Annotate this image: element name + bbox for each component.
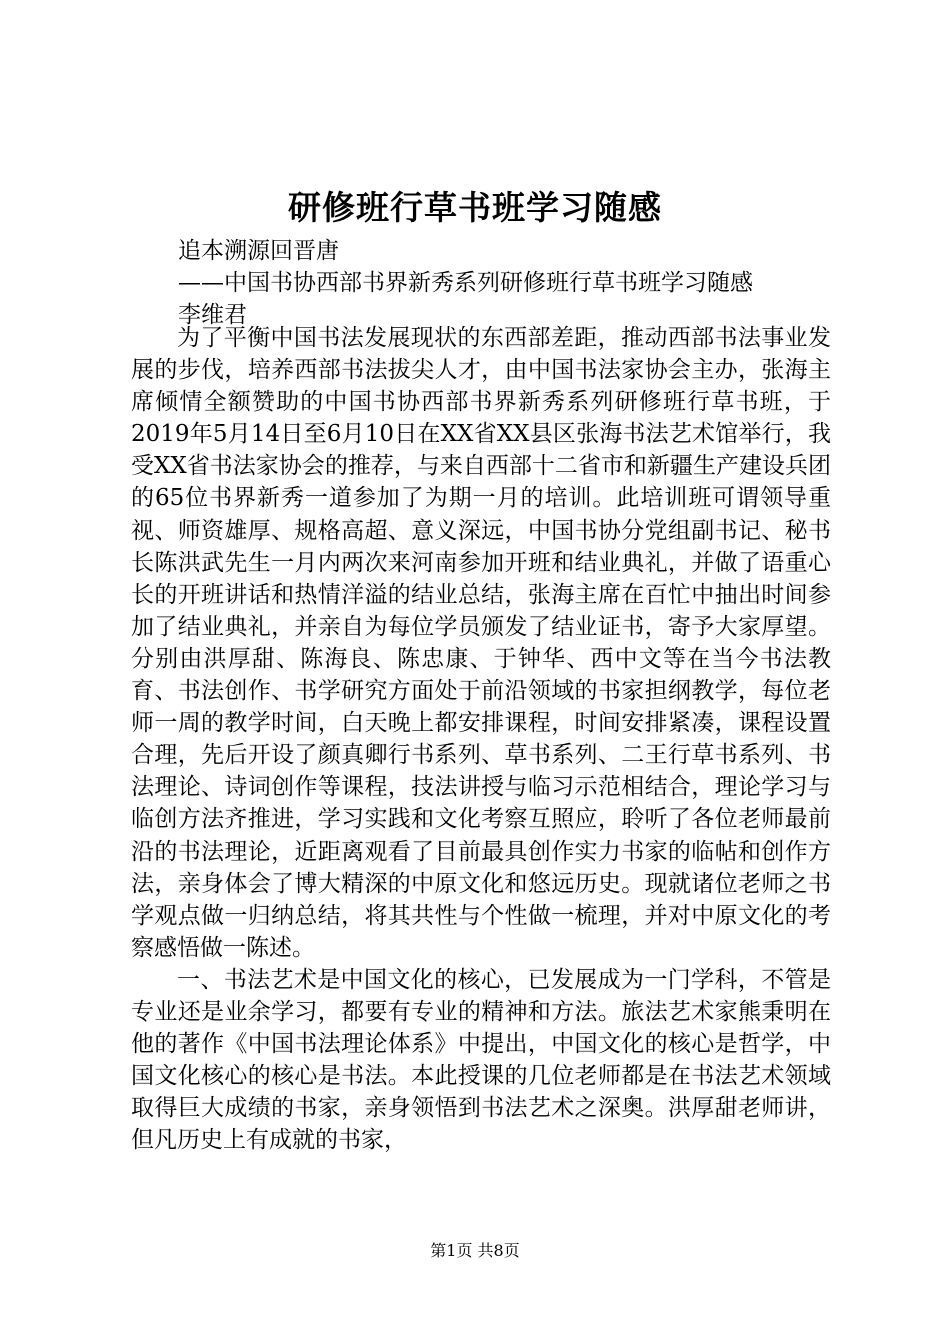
paragraph-section-one: 一、书法艺术是中国文化的核心，已发展成为一门学科，不管是专业还是业余学习，都要有专业的精神和方法。旅法艺术家熊秉明在他的著作《中国书法理论体系》中提出，中国文化的核心是哲学，中国文化核心的核心是书法。本此授课的几位老师都是在书法艺术领域取得巨大成绩的书家，亲身领悟到书法艺术之深奥。洪厚甜老师讲，但凡历史上有成就的书家， xyxy=(131,966,831,1154)
document-body xyxy=(131,322,831,1156)
series-line: ——中国书协西部书界新秀系列研修班行草书班学习随感 xyxy=(178,270,753,296)
page-footer: 第1页 共8页 xyxy=(430,1241,520,1260)
document-title: 研修班行草书班学习随感 xyxy=(288,188,662,227)
subtitle: 追本溯源回晋唐 xyxy=(178,238,339,264)
author-name: 李维君 xyxy=(178,302,247,328)
paragraph-intro: 为了平衡中国书法发展现状的东西部差距，推动西部书法事业发展的步伐，培养西部书法拔尖人才，由中国书法家协会主办，张海主席倾情全额赞助的中国书协西部书界新秀系列研修班行草书班，于2019年5月14日至6月10日在XX省XX县区张海书法艺术馆举行，我受XX省书法家协会的推荐，与来自西部十二省市和新疆生产建设兵团的65位书界新秀一道参加了为期一月的培训。此培训班可谓领导重视、师资雄厚、规格高超、意义深远，中国书协分党组副书记、秘书长陈洪武先生一月内两次来河南参加开班和结业典礼，并做了语重心长的开班讲话和热情洋溢的结业总结，张海主席在百忙中抽出时间参加了结业典礼，并亲自为每位学员颁发了结业证书，寄予大家厚望。分别由洪厚甜、陈海良、陈忠康、于钟华、西中文等在当今书法教育、书法创作、书学研究方面处于前沿领域的书家担纲教学，每位老师一周的教学时间，白天晚上都安排课程，时间安排紧凑，课程设置合理，先后开设了颜真卿行书系列、草书系列、二王行草书系列、书法理论、诗词创作等课程，技法讲授与临习示范相结合，理论学习与临创方法齐推进，学习实践和文化考察互照应，聆听了各位老师最前沿的书法理论，近距离观看了目前最具创作实力书家的临帖和创作方法，亲身体会了博大精深的中原文化和悠远历史。现就诸位老师之书学观点做一归纳总结，将其共性与个性做一梳理，并对中原文化的考察感悟做一陈述。 xyxy=(131,325,831,961)
